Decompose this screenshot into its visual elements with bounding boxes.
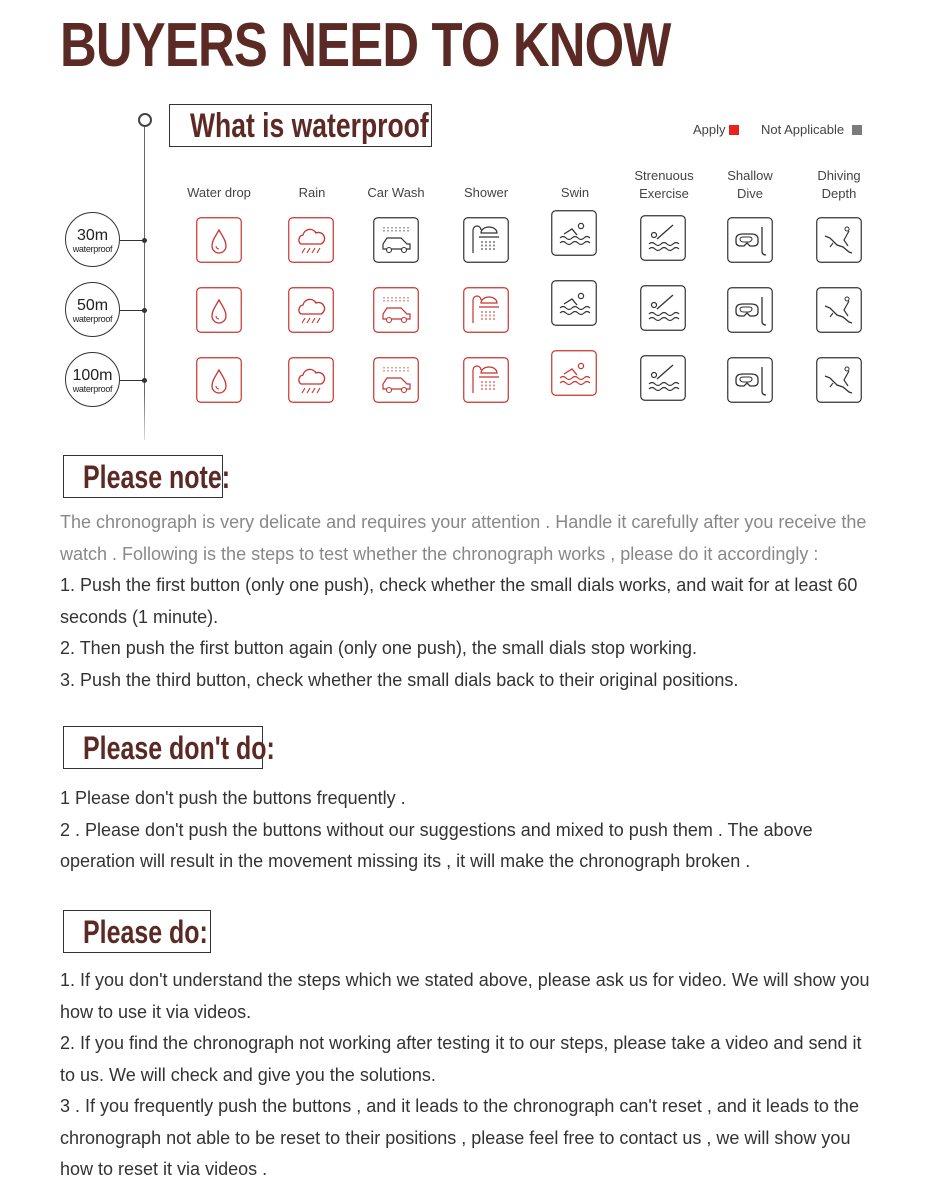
swimmer-icon xyxy=(551,350,597,396)
shower-icon xyxy=(463,357,509,403)
water-drop-icon xyxy=(196,217,242,263)
car-wash-icon xyxy=(373,287,419,333)
water-drop-icon xyxy=(196,357,242,403)
column-label: Shower xyxy=(463,185,509,200)
column-label: Car Wash xyxy=(367,185,425,200)
column-label: Dhiving Depth xyxy=(817,168,861,201)
diver-icon xyxy=(816,357,862,403)
dont-section xyxy=(60,783,880,878)
do-item: 1. If you don't understand the steps which we stated above, please ask us for video. We will show you how to use it via videos. xyxy=(60,970,870,1022)
dont-item: 2 . Please don't push the buttons without our suggestions and mixed to push them . The above operation will result in the movement missing its , it will make the chronograph broken . xyxy=(60,819,813,871)
car-wash-icon xyxy=(373,217,419,263)
waterproof-heading-box xyxy=(169,104,432,147)
exercise-swim-icon xyxy=(640,355,686,401)
timeline-dot xyxy=(142,308,147,313)
depth-badge xyxy=(65,352,120,407)
note-heading-box xyxy=(63,455,231,498)
timeline-start-marker xyxy=(138,113,152,127)
legend-apply xyxy=(693,122,739,137)
column-label: Shallow Dive xyxy=(727,168,773,201)
timeline-line xyxy=(144,124,145,440)
depth-badge xyxy=(65,212,120,267)
note-step: 3. Push the third button, check whether the small dials back to their original positions. xyxy=(60,669,739,690)
note-section xyxy=(60,507,880,696)
rain-cloud-icon xyxy=(288,287,334,333)
timeline-dot xyxy=(142,238,147,243)
page-title: BUYERS NEED TO KNOW xyxy=(60,11,671,80)
do-heading: Please do: xyxy=(83,914,208,950)
column-label: Strenuous Exercise xyxy=(634,168,694,201)
swimmer-icon xyxy=(551,280,597,326)
depth-value: 50m xyxy=(76,297,109,314)
shower-icon xyxy=(463,217,509,263)
diver-icon xyxy=(816,217,862,263)
note-step: 1. Push the first button (only one push), check whether the small dials works, and wait for at least 60 seconds (1 minute). xyxy=(60,575,858,627)
depth-badge xyxy=(65,282,120,337)
diver-icon xyxy=(816,287,862,333)
snorkel-mask-icon xyxy=(727,217,773,263)
do-heading-box xyxy=(63,910,211,953)
snorkel-mask-icon xyxy=(727,287,773,333)
column-label: Rain xyxy=(298,185,326,200)
dont-heading-box xyxy=(63,726,275,769)
exercise-swim-icon xyxy=(640,285,686,331)
depth-suffix: waterproof xyxy=(72,384,113,394)
shower-icon xyxy=(463,287,509,333)
do-item: 2. If you find the chronograph not working after testing it to our steps, please take a video and send it to us. We will check and give you the solutions. xyxy=(60,1033,862,1085)
depth-value: 30m xyxy=(76,227,109,244)
swimmer-icon xyxy=(551,210,597,256)
rain-cloud-icon xyxy=(288,357,334,403)
legend-not-applicable-label: Not Applicable xyxy=(761,122,845,137)
snorkel-mask-icon xyxy=(727,357,773,403)
column-label: Swin xyxy=(560,185,590,200)
water-drop-icon xyxy=(196,287,242,333)
timeline-dot xyxy=(142,378,147,383)
note-step: 2. Then push the first button again (only one push), the small dials stop working. xyxy=(60,638,698,658)
legend-not-applicable-swatch xyxy=(852,125,862,135)
column-label: Water drop xyxy=(187,185,251,200)
note-intro: The chronograph is very delicate and requires your attention . Handle it carefully after you receive the watch . Following is the steps to test whether the chronograph works , please do it accordingly : xyxy=(60,512,867,564)
timeline-connector xyxy=(120,310,144,311)
dont-item: 1 Please don't push the buttons frequently . xyxy=(60,788,406,808)
do-item: 3 . If you frequently push the buttons , and it leads to the chronograph can't reset , and it leads to the chronograph not able to be reset to their positions , please feel free to contact us , we will show you how to reset it via videos . xyxy=(60,1096,859,1179)
note-heading: Please note: xyxy=(83,459,231,495)
waterproof-heading: What is waterproof xyxy=(190,107,429,145)
exercise-swim-icon xyxy=(640,215,686,261)
legend-apply-swatch xyxy=(729,125,739,135)
car-wash-icon xyxy=(373,357,419,403)
dont-heading: Please don't do: xyxy=(83,730,275,766)
legend-not-applicable xyxy=(761,122,862,137)
legend-apply-label: Apply xyxy=(693,122,726,137)
depth-suffix: waterproof xyxy=(72,314,113,324)
rain-cloud-icon xyxy=(288,217,334,263)
depth-value: 100m xyxy=(72,367,113,384)
depth-suffix: waterproof xyxy=(72,244,113,254)
do-section xyxy=(60,965,880,1186)
timeline-connector xyxy=(120,380,144,381)
timeline-connector xyxy=(120,240,144,241)
